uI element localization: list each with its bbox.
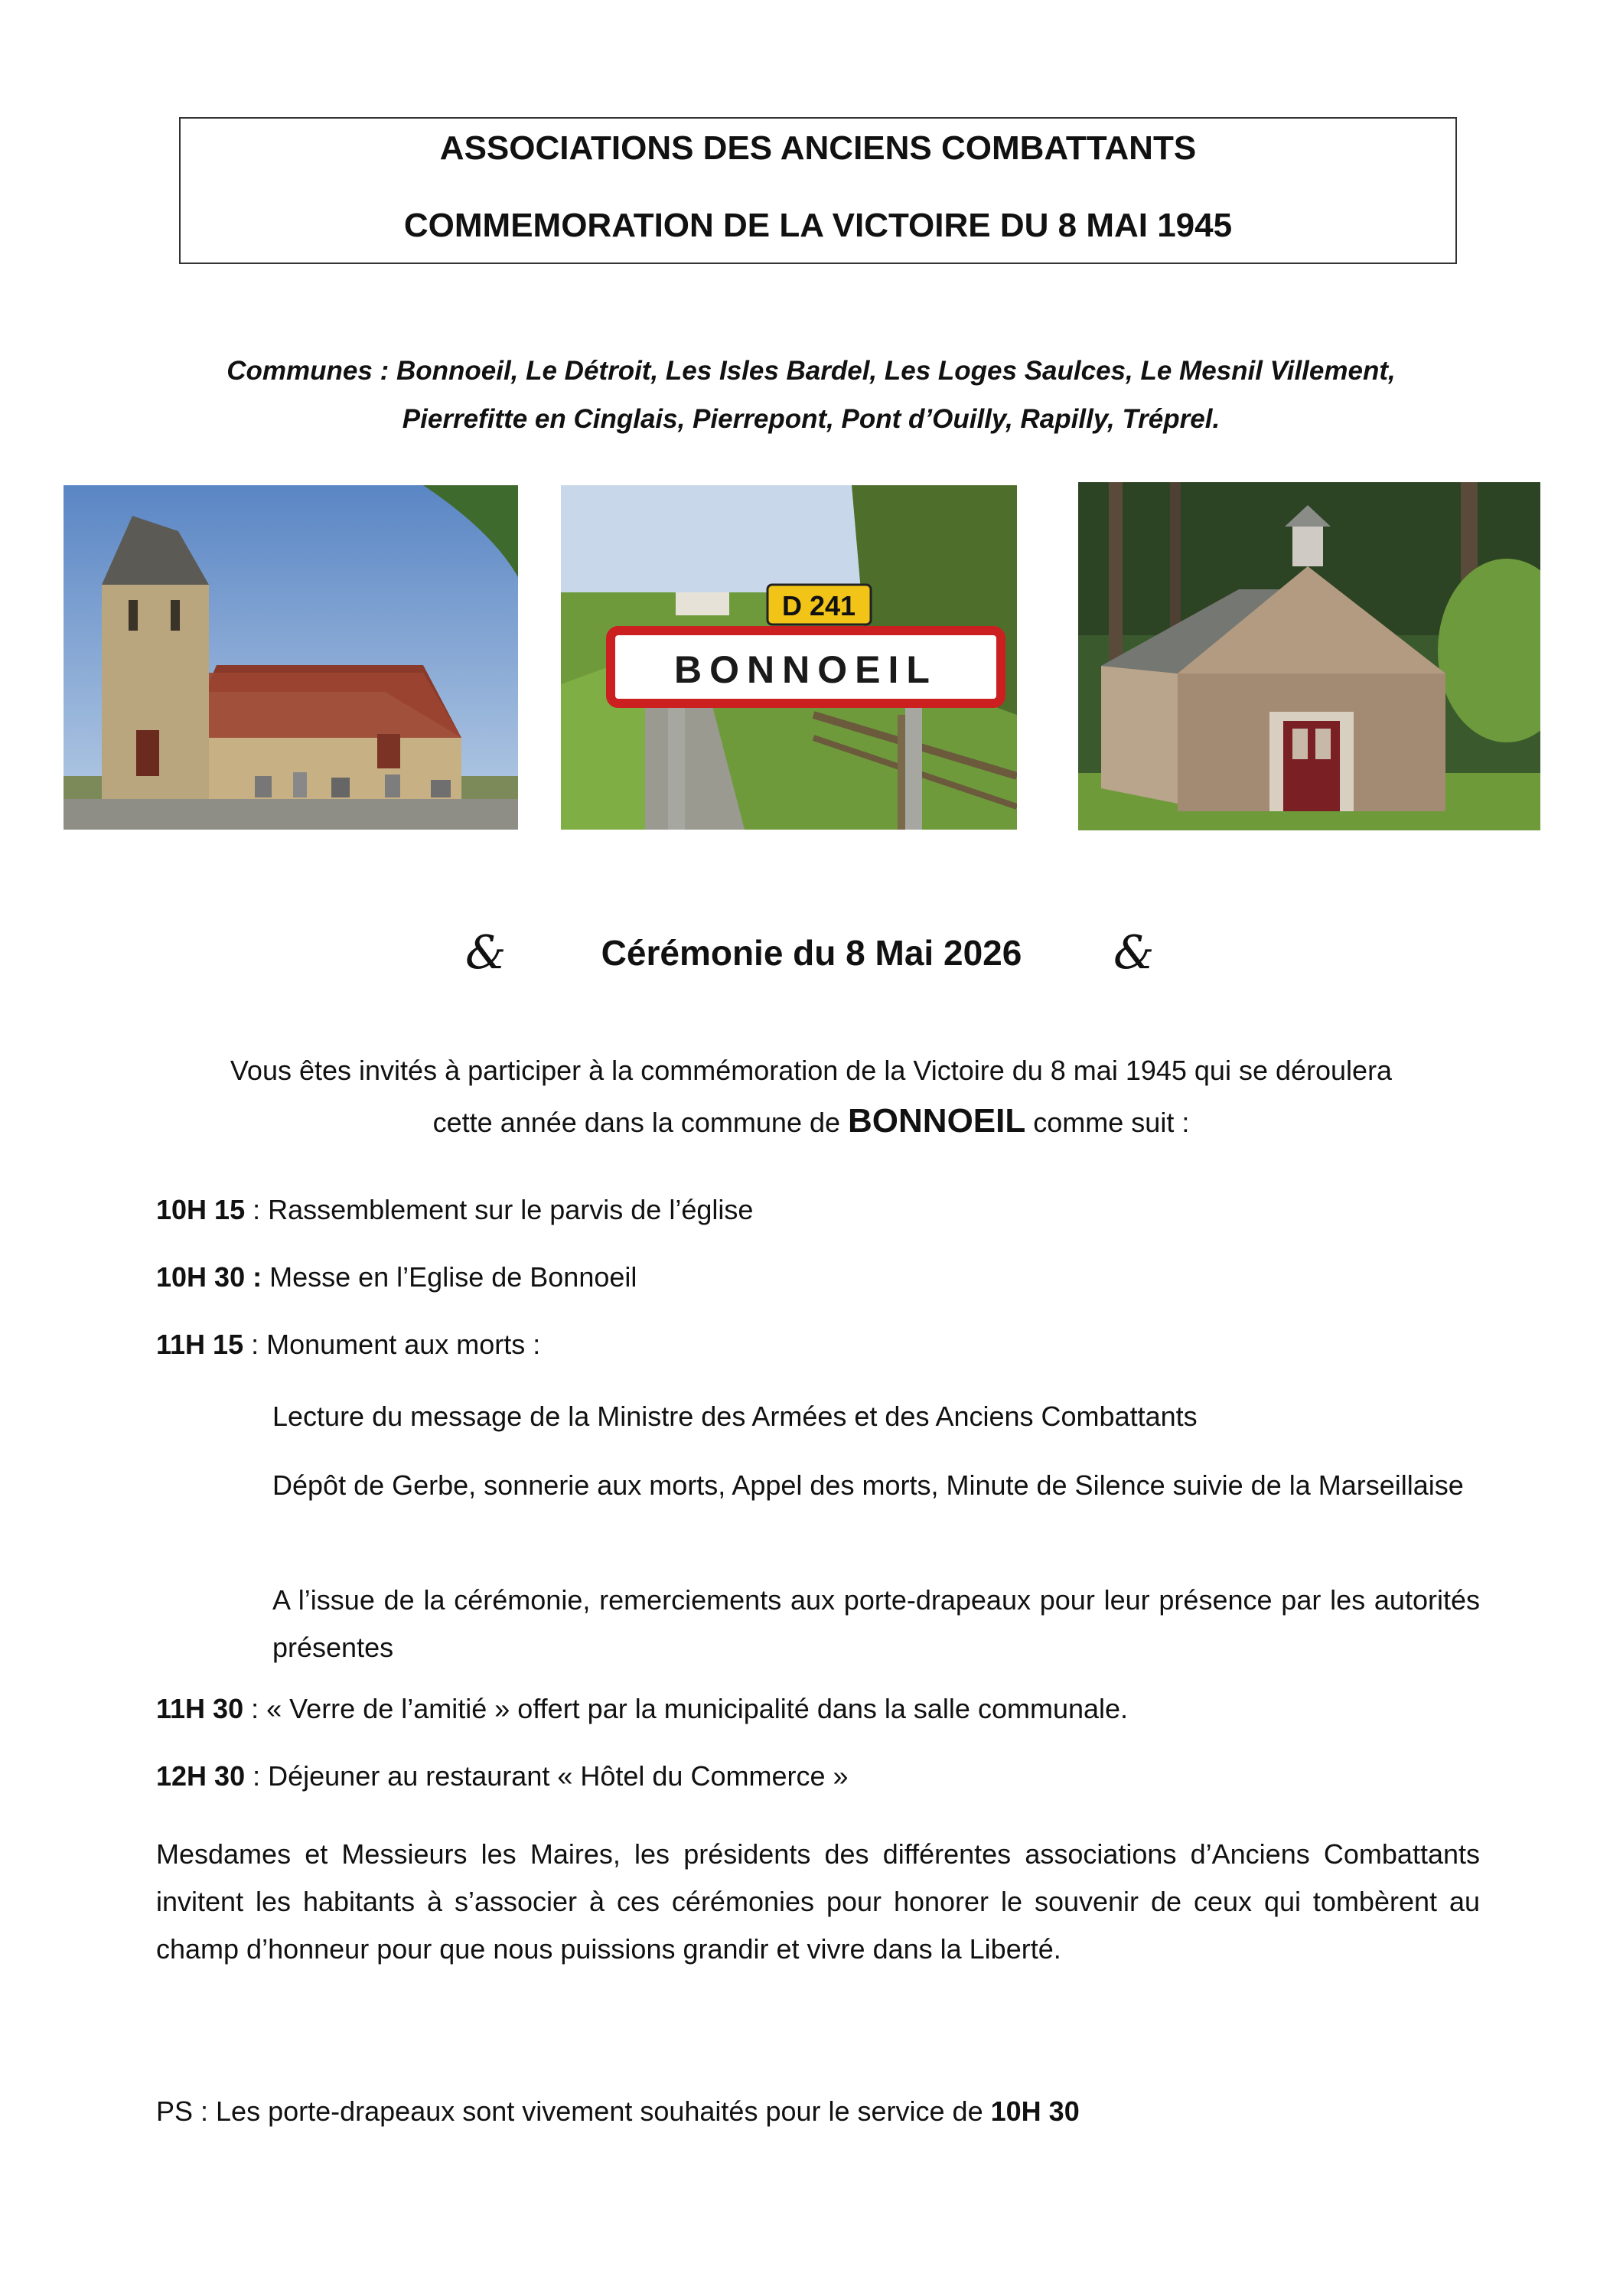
- monument-detail: Dépôt de Gerbe, sonnerie aux morts, Appel des morts, Minute de Silence suivie de la Marseillaise: [272, 1469, 1464, 1501]
- ampersand-ornament-left-icon: &: [465, 926, 507, 980]
- schedule-text: « Verre de l’amitié » offert par la municipalité dans la salle communale.: [266, 1693, 1129, 1724]
- schedule-item: 10H 15 : Rassemblement sur le parvis de l’église: [156, 1194, 754, 1225]
- postscript: [156, 2095, 1080, 2128]
- monument-detail: Lecture du message de la Ministre des Armées et des Anciens Combattants: [272, 1401, 1198, 1432]
- title-commemoration: COMMEMORATION DE LA VICTOIRE DU 8 MAI 1945: [403, 207, 1233, 244]
- chapel-photo: [1078, 482, 1540, 830]
- intro-line-2: cette année dans la commune de BONNOEIL comme suit :: [432, 1102, 1190, 1140]
- schedule-text: Messe en l’Eglise de Bonnoeil: [269, 1261, 637, 1293]
- closing-paragraph: Mesdames et Messieurs les Maires, les présidents des différentes associations d’Anciens Combattants invitent les habitants à s’associer à ces cérémonies pour honorer le souvenir de ceux qui tombèrent au champ d’honneur pour que nous puissions grandir et vivre dans la Liberté.: [156, 1838, 1480, 1965]
- town-sign-label: BONNOEIL: [674, 648, 937, 691]
- schedule-item: 12H 30 : Déjeuner au restaurant « Hôtel du Commerce »: [156, 1760, 849, 1792]
- communes-line-1: Communes : Bonnoeil, Le Détroit, Les Isles Bardel, Les Loges Saulces, Le Mesnil Villement,: [227, 356, 1396, 386]
- ceremony-title: Cérémonie du 8 Mai 2026: [601, 933, 1022, 973]
- bonnoeil-sign-photo: [561, 485, 1017, 830]
- communes-list: [138, 347, 1484, 443]
- ampersand-ornament-right-icon: &: [1113, 926, 1155, 980]
- schedule-text: Monument aux morts :: [266, 1329, 541, 1360]
- title-associations: ASSOCIATIONS DES ANCIENS COMBATTANTS: [439, 129, 1197, 167]
- monument-detail: A l’issue de la cérémonie, remerciements aux porte-drapeaux pour leur présence par les autorités présentes: [272, 1584, 1480, 1663]
- schedule-time: 12H 30: [156, 1760, 246, 1792]
- postscript-text: PS : Les porte-drapeaux sont vivement souhaités pour le service de: [156, 2095, 983, 2127]
- title-box: [179, 117, 1457, 264]
- communes-line-2: Pierrefitte en Cinglais, Pierrepont, Pont d’Ouilly, Rapilly, Tréprel.: [402, 404, 1221, 434]
- schedule-time: 11H 15: [156, 1329, 244, 1360]
- schedule-time: 10H 15: [156, 1194, 246, 1225]
- ceremony-heading: [0, 926, 1623, 980]
- postscript-time: 10H 30: [990, 2095, 1080, 2127]
- schedule-item: 11H 15 : Monument aux morts :: [156, 1329, 541, 1360]
- intro-line-1: Vous êtes invités à participer à la commémoration de la Victoire du 8 mai 1945 qui se déroulera: [230, 1055, 1393, 1086]
- intro-commune: BONNOEIL: [848, 1102, 1026, 1140]
- schedule-item: [156, 1261, 637, 1293]
- schedule-item: 11H 30 : « Verre de l’amitié » offert par la municipalité dans la salle communale.: [156, 1693, 1129, 1724]
- schedule-text: Déjeuner au restaurant « Hôtel du Commerce »: [268, 1760, 849, 1792]
- schedule-text: Rassemblement sur le parvis de l’église: [268, 1194, 754, 1225]
- road-number-label: D 241: [781, 590, 856, 621]
- church-photo: [64, 485, 518, 830]
- intro-paragraph: [153, 1045, 1469, 1148]
- schedule-time: 10H 30 :: [156, 1261, 262, 1293]
- schedule-time: 11H 30: [156, 1693, 244, 1724]
